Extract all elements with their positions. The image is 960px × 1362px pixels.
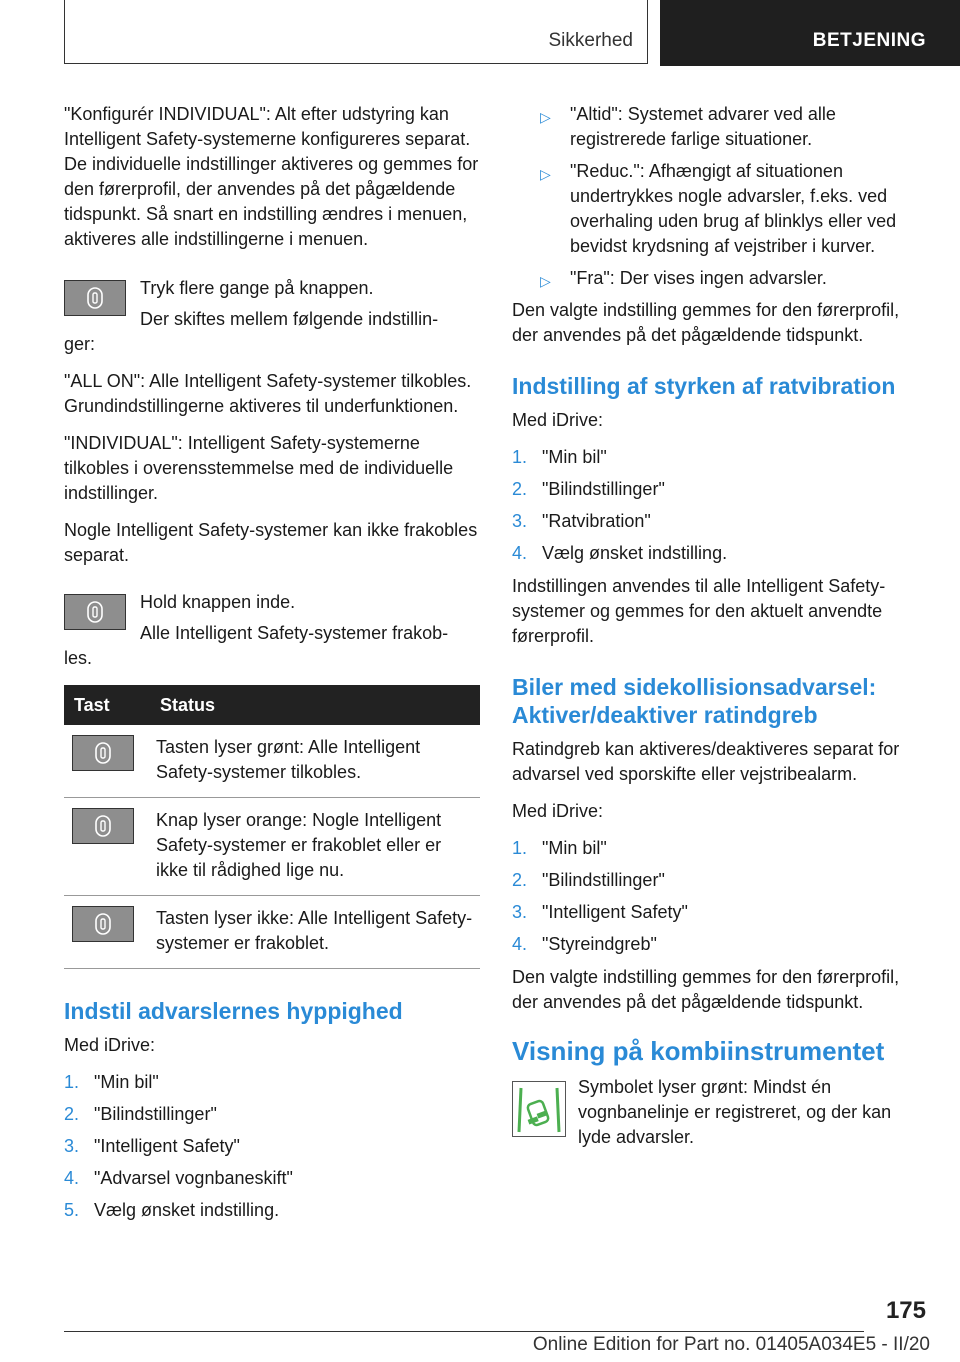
heading-side-collision: Biler med sidekollisionsadvarsel: Aktiver/deaktiver ratindgreb bbox=[512, 674, 877, 728]
intelligent-safety-button-icon bbox=[64, 594, 126, 630]
footer bbox=[280, 1334, 930, 1356]
list-item: 3. "Ratvibration" bbox=[512, 511, 651, 531]
triangle-bullet-icon: ▷ bbox=[540, 109, 551, 125]
triangle-bullet-icon: ▷ bbox=[540, 273, 551, 289]
list-item: 1. "Min bil" bbox=[512, 447, 607, 467]
cannot-disable-text: Nogle Intelligent Safety-systemer kan ikke frakobles separat. bbox=[64, 520, 478, 565]
press-line-1: Tryk flere gange på knappen. bbox=[140, 278, 374, 298]
individual-text: "INDIVIDUAL": Intelligent Safety-systemerne tilkobles i overensstemmelse med de individuelle indstillinger. bbox=[64, 433, 454, 503]
heading-warning-frequency: Indstil advarslernes hyppighed bbox=[64, 998, 403, 1024]
idrive-label: Med iDrive: bbox=[64, 1035, 156, 1055]
button-off-icon bbox=[72, 906, 134, 942]
chapter-title: BETJENING bbox=[660, 0, 960, 66]
status-text: Knap lyser orange: Nogle Intelligent Safety-systemer er frakoblet eller er ikke til rådighed lige nu. bbox=[150, 798, 480, 896]
list-item: 2. "Bilindstillinger" bbox=[512, 870, 665, 890]
table-row bbox=[64, 725, 480, 798]
display-indicator bbox=[512, 1075, 928, 1150]
list-item: 1. "Min bil" bbox=[512, 838, 607, 858]
intro-paragraph: "Konfigurér INDIVIDUAL": Alt efter udstyring kan Intelligent Safety-systemerne konfigureres separat. De individuelle indstillinger aktiveres og gemmes for den førerprofil, der anvendes på det pågældende tidspunkt. Så snart en indstilling ændres i menuen, aktiveres alle indstillingerne i menuen. bbox=[64, 104, 479, 249]
list-item: 3. "Intelligent Safety" bbox=[512, 902, 688, 922]
table-row bbox=[64, 798, 480, 896]
list-item: 5. Vælg ønsket indstilling. bbox=[64, 1200, 280, 1220]
idrive-label: Med iDrive: bbox=[512, 801, 604, 821]
table-header-status: Status bbox=[150, 685, 480, 725]
saved-text-2: Den valgte indstilling gemmes for den førerprofil, der anvendes på det pågældende tidspunkt. bbox=[512, 967, 900, 1012]
table-header-key: Tast bbox=[64, 685, 150, 725]
list-item: 1. "Min bil" bbox=[64, 1072, 159, 1092]
footer-divider bbox=[64, 1331, 864, 1332]
press-line-2: ger: bbox=[64, 334, 96, 354]
page-number: 175 bbox=[885, 1297, 926, 1324]
saved-text-1: Den valgte indstilling gemmes for den førerprofil, der anvendes på det pågældende tidspunkt. bbox=[512, 300, 900, 345]
vibration-steps-list bbox=[512, 445, 928, 566]
idrive-label: Med iDrive: bbox=[512, 410, 604, 430]
list-item: ▷ "Fra": Der vises ingen advarsler. bbox=[512, 266, 928, 291]
left-column bbox=[64, 102, 480, 1231]
side-steps-list bbox=[512, 836, 928, 957]
button-orange-icon bbox=[72, 808, 134, 844]
list-item: 4. Vælg ønsket indstilling. bbox=[512, 543, 728, 563]
lane-departure-icon bbox=[512, 1081, 566, 1137]
hold-line-2-start: Alle Intelligent Safety-systemer frakob- bbox=[140, 623, 449, 643]
options-list bbox=[512, 102, 928, 291]
hold-line-1: Hold knappen inde. bbox=[140, 592, 296, 612]
triangle-bullet-icon: ▷ bbox=[540, 166, 551, 182]
hold-line-2: les. bbox=[64, 648, 93, 668]
table-row bbox=[64, 896, 480, 969]
press-instruction bbox=[64, 276, 480, 332]
status-text: Tasten lyser ikke: Alle Intelligent Safety-systemer er frakoblet. bbox=[150, 896, 480, 969]
button-green-icon bbox=[72, 735, 134, 771]
intelligent-safety-button-icon bbox=[64, 280, 126, 316]
edition-text: Online Edition for Part no. 01405A034E5 - II/20 bbox=[532, 1334, 930, 1355]
list-item: 2. "Bilindstillinger" bbox=[64, 1104, 217, 1124]
steps-list bbox=[64, 1070, 480, 1223]
page-header bbox=[0, 0, 960, 66]
status-text: Tasten lyser grønt: Alle Intelligent Safety-systemer tilkobles. bbox=[150, 725, 480, 798]
right-column bbox=[512, 102, 928, 1162]
list-item: 3. "Intelligent Safety" bbox=[64, 1136, 240, 1156]
hold-instruction bbox=[64, 590, 480, 646]
applies-text: Indstillingen anvendes til alle Intelligent Safety-systemer og gemmes for den aktuelt anvendte førerprofil. bbox=[512, 576, 886, 646]
list-item: 4. "Styreindgreb" bbox=[512, 934, 657, 954]
section-title: Sikkerhed bbox=[64, 0, 648, 64]
all-on-text: "ALL ON": Alle Intelligent Safety-systemer tilkobles. Grundindstillingerne aktiveres til underfunktionen. bbox=[64, 371, 472, 416]
side-collision-text: Ratindgreb kan aktiveres/deaktiveres separat for advarsel ved sporskifte eller vejstribealarm. bbox=[512, 739, 900, 784]
list-item: 2. "Bilindstillinger" bbox=[512, 479, 665, 499]
display-text: Symbolet lyser grønt: Mindst én vognbanelinje er registreret, og der kan lyde advarsler. bbox=[578, 1077, 892, 1147]
list-item: ▷ "Reduc.": Afhængigt af situationen undertrykkes nogle advarsler, f.eks. ved overhaling uden brug af blinklys eller ved bevidst krydsning af vejstriber i kurver. bbox=[540, 161, 897, 256]
key-status-table bbox=[64, 685, 480, 969]
list-item: ▷ "Altid": Systemet advarer ved alle registrerede farlige situationer. bbox=[540, 104, 836, 149]
heading-instrument-display: Visning på kombiinstrumentet bbox=[512, 1036, 885, 1066]
list-item: 4. "Advarsel vognbaneskift" bbox=[64, 1168, 293, 1188]
heading-vibration: Indstilling af styrken af ratvibration bbox=[512, 373, 896, 399]
press-line-2-start: Der skiftes mellem følgende indstillin- bbox=[140, 309, 439, 329]
